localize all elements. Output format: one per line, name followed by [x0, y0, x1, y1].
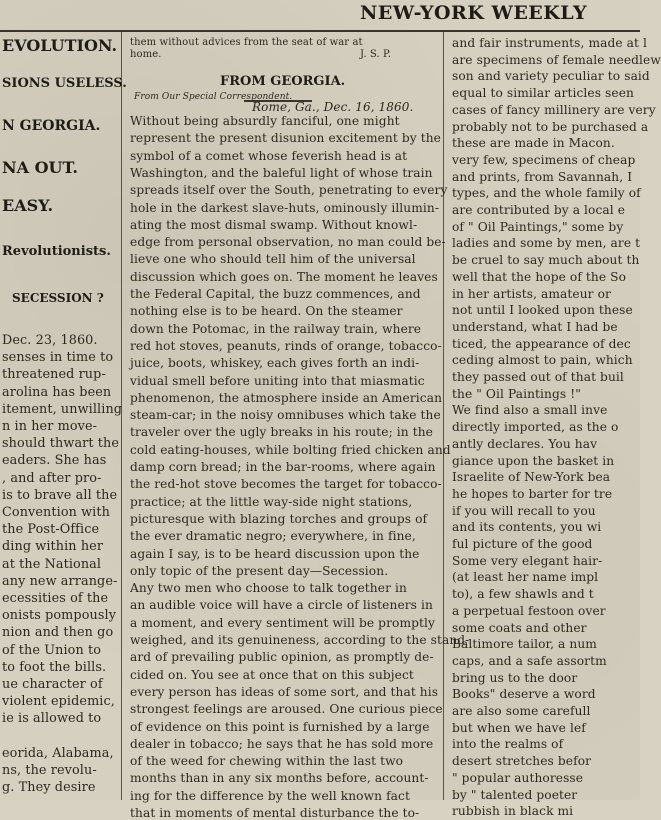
left-column-line: at the National [2, 556, 102, 572]
right-column-line: to), a few shawls and t [452, 587, 594, 602]
middle-column-line: strongest feelings are aroused. One curious piece [130, 702, 443, 717]
headline-7: SECESSION ? [12, 291, 104, 305]
left-column-line: eorida, Alabama, [2, 745, 114, 761]
middle-column-line: down the Potomac, in the railway train, where [130, 321, 422, 336]
middle-column-line: steam-car; in the noisy omnibuses which take the [130, 408, 441, 423]
right-column-line: Baltimore tailor, a num [452, 637, 597, 652]
right-column-line: be cruel to say much about th [452, 253, 640, 268]
middle-column-line: the ever dramatic negro; everywhere, in fine, [130, 529, 416, 544]
intro-signature: J. S. P. [360, 49, 392, 60]
right-column-line: if you will recall to you [452, 503, 596, 518]
article-dateline: Rome, Ga., Dec. 16, 1860. [252, 100, 414, 114]
right-column [446, 34, 661, 819]
middle-column-line: Without being absurdly fanciful, one might [130, 114, 400, 128]
right-column-line: not until I looked upon these [452, 303, 633, 318]
article-title: FROM GEORGIA. [220, 74, 346, 89]
right-column-line: they passed out of that buil [452, 370, 624, 384]
middle-column-line: practice; at the little way-side night stations, [130, 494, 413, 509]
right-column-line: antly declares. You hav [452, 436, 598, 451]
middle-column-line: only topic of the present day—Secession. [130, 563, 389, 578]
right-column-line: We find also a small inve [452, 403, 608, 418]
middle-column-line: dealer in tobacco; he says that he has sold more [130, 736, 434, 751]
middle-column-line: that in moments of mental disturbance the to- [130, 806, 420, 820]
left-column-line: is to brave all the [2, 487, 118, 503]
left-column-line: any new arrange- [2, 573, 118, 589]
right-column-line: ticed, the appearance of dec [452, 336, 631, 351]
right-column-line: Books" deserve a word [452, 687, 596, 702]
left-column-line: should thwart the [2, 436, 120, 452]
middle-column-line: every person has ideas of some sort, and that his [130, 684, 439, 699]
right-column-line: in her artists, amateur or [452, 286, 611, 301]
middle-column-line: ard of prevailing public opinion, as promptly de- [130, 650, 434, 665]
right-column-line: ful picture of the good [452, 537, 593, 551]
left-column-line: ecessities of the [2, 591, 109, 606]
headline-4: NA OUT. [2, 158, 78, 177]
middle-column-line: edge from personal observation, no man could be- [130, 235, 446, 250]
middle-column-line: ing for the difference by the well known fact [130, 788, 410, 803]
right-column-line: some coats and other [452, 620, 587, 635]
right-column-line: types, and the whole family of [452, 186, 641, 201]
article-subtitle: From Our Special Correspondent. [134, 92, 293, 102]
middle-column-line: a moment, and every sentiment will be promptly [130, 615, 435, 630]
middle-column-line: cided on. You see at once that on this subject [130, 667, 414, 682]
middle-column-line: the Federal Capital, the buzz commences, and [130, 287, 421, 301]
middle-column-line: represent the present disunion excitement by the [130, 131, 441, 146]
middle-column-line: of the weed for chewing within the last two [130, 754, 404, 769]
middle-column-line: Any two men who choose to talk together in [130, 581, 407, 596]
right-column-line: cases of fancy millinery are very [452, 102, 656, 117]
left-column [0, 34, 127, 800]
right-column-line: and its contents, you wi [452, 520, 602, 535]
headline-2: SIONS USELESS. [2, 76, 127, 91]
right-column-line: these are made in Macon. [452, 136, 615, 151]
middle-column-line: red hot stoves, peanuts, rinds of orange, tobacco- [130, 338, 442, 353]
left-column-line: violent epidemic, [2, 694, 115, 710]
right-column-line: he hopes to barter for tre [452, 486, 613, 501]
left-column-line: the Post-Office [2, 522, 100, 538]
headline-1: EVOLUTION. [2, 36, 118, 55]
column-rule-right [443, 32, 444, 800]
left-column-line: ding within her [2, 539, 104, 555]
right-column-line: son and variety peculiar to said [452, 69, 650, 84]
right-column-line: ladies and some by men, are t [452, 236, 641, 251]
right-column-line: are contributed by a local e [452, 203, 626, 217]
right-column-line: of " Oil Paintings," some by [452, 219, 624, 234]
right-column-line: but when we have lef [452, 720, 586, 735]
left-column-line: itement, unwilling [2, 401, 123, 417]
right-column-line: bring us to the door [452, 670, 578, 685]
middle-column-line: an audible voice will have a circle of listeners in [130, 598, 433, 613]
left-column-line: g. They desire [2, 780, 96, 796]
left-column-line: arolina has been [2, 384, 112, 400]
left-column-line: senses in time to [2, 350, 114, 366]
middle-column-line: months than in any six months before, account- [130, 771, 429, 786]
middle-column-line: picturesque with blazing torches and groups of [130, 511, 428, 526]
left-column-line: ns, the revolu- [2, 763, 97, 778]
right-column-line: " popular authoresse [452, 770, 584, 785]
right-column-line: Israelite of New-York bea [452, 470, 611, 485]
middle-column-line: symbol of a comet whose feverish head is at [130, 148, 408, 163]
right-column-line: are specimens of female needlew [452, 52, 661, 67]
left-column-line: nion and then go [2, 625, 114, 641]
headline-5: EASY. [2, 196, 54, 215]
left-column-line: Dec. 23, 1860. [2, 333, 98, 348]
right-column-line: ceding almost to pain, which [452, 353, 633, 368]
middle-column-line: cold eating-houses, while bolting fried chicken and [130, 442, 451, 457]
right-column-line: by " talented poeter [452, 787, 578, 802]
left-column-line: , and after pro- [2, 470, 102, 486]
middle-column-line: of evidence on this point is furnished by a large [130, 719, 430, 734]
right-column-line: and prints, from Savannah, I [452, 169, 633, 184]
right-column-line: very few, specimens of cheap [452, 152, 636, 167]
middle-column-line: lieve one who should tell him of the universal [130, 252, 416, 267]
right-column-line: (at least her name impl [452, 570, 599, 585]
right-column-line: equal to similar articles seen [452, 86, 634, 101]
right-column-line: desert stretches befor [452, 754, 592, 769]
right-column-line: understand, what I had be [452, 319, 618, 334]
middle-column-line: discussion which goes on. The moment he leaves [130, 269, 438, 284]
middle-column-line: the red-hot stove becomes the target for tobacco- [130, 477, 442, 492]
middle-column-line: nothing else is to be heard. On the steamer [130, 304, 403, 319]
right-column-line: giance upon the basket in [452, 453, 615, 468]
left-column-line: n in her move- [2, 419, 98, 434]
middle-column-line: again I say, is to be heard discussion upon the [130, 546, 420, 561]
right-column-line: are also some carefull [452, 704, 591, 718]
left-column-line: to foot the bills. [2, 659, 107, 675]
left-column-line: onists pompously [2, 608, 117, 624]
right-column-line: Some very elegant hair- [452, 553, 603, 568]
masthead-rule [0, 30, 640, 32]
middle-column [124, 34, 470, 820]
intro-line-1: them without advices from the seat of war at [130, 37, 363, 48]
masthead: NEW-YORK WEEKLY [360, 2, 588, 24]
headline-6: Revolutionists. [2, 244, 111, 259]
right-column-line: directly imported, as the o [452, 420, 619, 435]
middle-column-line: weighed, and its genuineness, according to the stand- [130, 633, 470, 647]
right-column-line: rubbish in black mi [452, 804, 574, 819]
right-column-line: a perpetual festoon over [452, 603, 606, 618]
middle-column-line: spreads itself over the South, penetrating to every [130, 183, 448, 198]
middle-column-line: Washington, and the baleful light of whose train [130, 165, 433, 180]
middle-column-line: vidual smell before uniting into that miasmatic [130, 373, 425, 388]
right-column-line: the " Oil Paintings !" [452, 386, 581, 401]
right-column-line: into the realms of [452, 737, 564, 752]
left-column-line: eaders. She has [2, 453, 107, 469]
left-column-line: ie is allowed to [2, 711, 102, 727]
left-column-line: Convention with [2, 505, 110, 520]
right-column-line: probably not to be purchased a [452, 119, 649, 134]
middle-column-line: traveler over the ugly breaks in his route; in the [130, 425, 433, 440]
middle-column-line: phenomenon, the atmosphere inside an American [130, 390, 443, 405]
right-column-line: well that the hope of the So [452, 269, 627, 284]
right-column-line: and fair instruments, made at l [452, 36, 648, 50]
right-column-line: caps, and a safe assortm [452, 653, 607, 668]
intro-line-2: home. [130, 49, 162, 60]
middle-column-line: juice, boots, whiskey, each gives forth an indi- [130, 356, 420, 371]
headline-3: N GEORGIA. [2, 118, 101, 134]
middle-column-line: hole in the darkest slave-huts, ominously illumin- [130, 200, 440, 215]
middle-column-line: damp corn bread; in the bar-rooms, where again [130, 460, 436, 474]
left-column-line: of the Union to [2, 642, 102, 658]
left-column-line: ue character of [2, 677, 103, 692]
left-column-line: threatened rup- [2, 367, 106, 383]
middle-column-line: ating the most dismal swamp. Without knowl- [130, 217, 418, 232]
